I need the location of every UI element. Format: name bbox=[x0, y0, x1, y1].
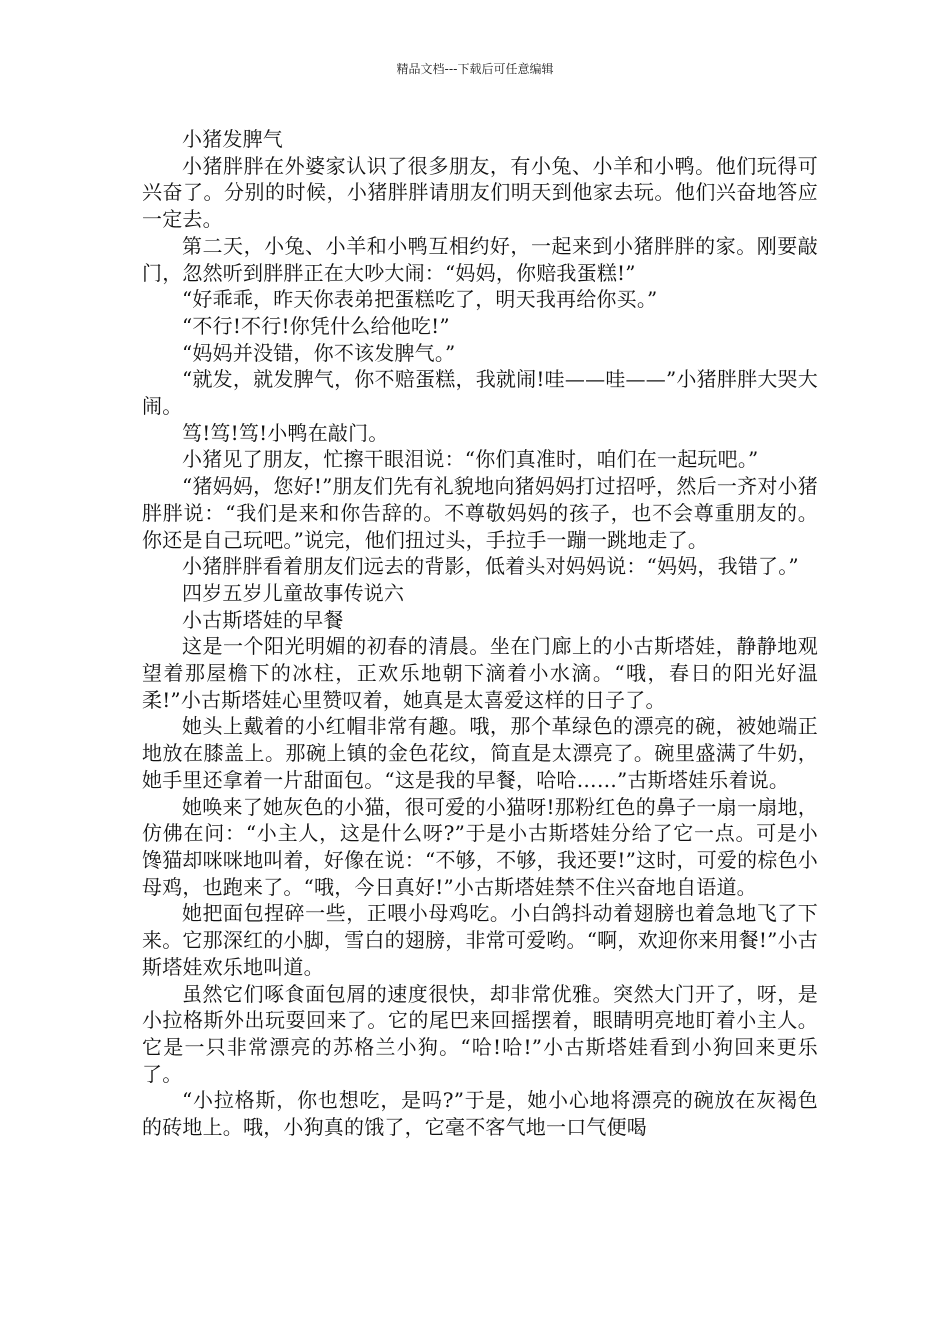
story-title: 小猪发脾气 bbox=[182, 127, 283, 151]
story-title: 小古斯塔娃的早餐 bbox=[182, 607, 344, 632]
paragraph: 小猪胖胖看着朋友们远去的背影，低着头对妈妈说：“妈妈，我错了。” bbox=[182, 554, 799, 579]
paragraph: “不行!不行!你凭什么给他吃!” bbox=[182, 313, 450, 338]
paragraph: “好乖乖，昨天你表弟把蛋糕吃了，明天我再给你买。” bbox=[182, 287, 658, 312]
document-body bbox=[142, 126, 818, 1141]
paragraph: 她把面包捏碎一些，正喂小母鸡吃。小白鸽抖动着翅膀也着急地飞了下来。它那深红的小脚，雪白的翅膀，非常可爱哟。“啊，欢迎你来用餐!”小古斯塔娃欢乐地叫道。 bbox=[142, 901, 818, 979]
paragraph: 笃!笃!笃!小鸭在敲门。 bbox=[182, 420, 389, 445]
paragraph: “小拉格斯，你也想吃，是吗?”于是，她小心地将漂亮的碗放在灰褐色的砖地上。哦，小狗真的饿了，它毫不客气地一口气便喝 bbox=[142, 1088, 818, 1140]
paragraph: “就发，就发脾气，你不赔蛋糕，我就闹!哇——哇——”小猪胖胖大哭大闹。 bbox=[142, 367, 818, 419]
paragraph: 她唤来了她灰色的小猫，很可爱的小猫呀!那粉红色的鼻子一扇一扇地，仿佛在问：“小主人，这是什么呀?”于是小古斯塔娃分给了它一点。可是小馋猫却咪咪地叫着，好像在说：“不够，不够，我还要!”这时，可爱的棕色小母鸡，也跑来了。“哦，今日真好!”小古斯塔娃禁不住兴奋地自语道。 bbox=[142, 794, 818, 899]
paragraph: 小猪见了朋友，忙擦干眼泪说：“你们真准时，咱们在一起玩吧。” bbox=[182, 447, 759, 472]
paragraph: “猪妈妈，您好!”朋友们先有礼貌地向猪妈妈打过招呼，然后一齐对小猪胖胖说：“我们是来和你告辞的。不尊敬妈妈的孩子，也不会尊重朋友的。你还是自己玩吧。”说完，他们扭过头，手拉手一蹦一跳地走了。 bbox=[142, 474, 818, 552]
paragraph: “妈妈并没错，你不该发脾气。” bbox=[182, 340, 456, 365]
paragraph: 虽然它们啄食面包屑的速度很快，却非常优雅。突然大门开了，呀，是小拉格斯外出玩耍回来了。它的尾巴来回摇摆着，眼睛明亮地盯着小主人。它是一只非常漂亮的苏格兰小狗。“哈!哈!”小古斯塔娃看到小狗回来更乐了。 bbox=[142, 981, 818, 1086]
section-heading: 四岁五岁儿童故事传说六 bbox=[182, 580, 405, 605]
paragraph: 第二天，小兔、小羊和小鸭互相约好，一起来到小猪胖胖的家。刚要敲门，忽然听到胖胖正在大吵大闹：“妈妈，你赔我蛋糕!” bbox=[142, 233, 818, 285]
paragraph: 她头上戴着的小红帽非常有趣。哦，那个革绿色的漂亮的碗，被她端正地放在膝盖上。那碗上镇的金色花纹，简直是太漂亮了。碗里盛满了牛奶，她手里还拿着一片甜面包。“这是我的早餐，哈哈……”古斯塔娃乐着说。 bbox=[142, 714, 818, 792]
page-header: 精品文档---下载后可任意编辑 bbox=[396, 62, 554, 76]
paragraph: 这是一个阳光明媚的初春的清晨。坐在门廊上的小古斯塔娃，静静地观望着那屋檐下的冰柱，正欢乐地朝下滴着小水滴。“哦，春日的阳光好温柔!”小古斯塔娃心里赞叹着，她真是太喜爱这样的日子了。 bbox=[142, 634, 818, 712]
paragraph: 小猪胖胖在外婆家认识了很多朋友，有小兔、小羊和小鸭。他们玩得可兴奋了。分别的时候，小猪胖胖请朋友们明天到他家去玩。他们兴奋地答应一定去。 bbox=[142, 153, 818, 232]
